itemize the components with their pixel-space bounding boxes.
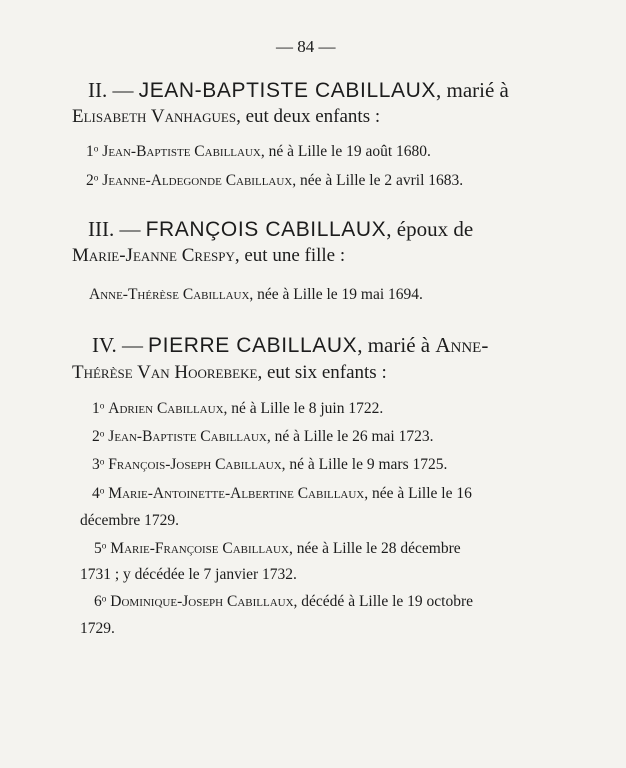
section-iii-numeral: III. —: [88, 217, 141, 241]
child-ordinal-sup: o: [99, 429, 105, 440]
section-ii-spouse: Elisabeth Vanhagues: [72, 106, 237, 127]
child-text: , né à Lille le 8 juin 1722.: [223, 400, 384, 417]
child-name: Jeanne-Aldegonde Cabillaux: [102, 172, 293, 189]
section-iv-child-1: [92, 400, 383, 418]
section-ii-tail: , marié à: [435, 78, 509, 102]
child-ordinal: 3: [92, 456, 100, 473]
section-iii-spouse-tail: , eut une fille :: [234, 245, 346, 266]
section-iv-tail-name: Anne-: [435, 333, 489, 357]
child-name: Marie-Françoise Cabillaux: [110, 540, 289, 557]
child-text: , né à Lille le 19 août 1680.: [260, 143, 431, 160]
section-iv-child-6-cont: 1729.: [80, 620, 115, 637]
section-iv-child-3: [92, 456, 447, 474]
child-ordinal: 1: [86, 143, 94, 160]
section-iv-child-5: [94, 540, 461, 558]
child-ordinal: 5: [94, 540, 102, 557]
child-ordinal-sup: o: [99, 401, 105, 412]
child-ordinal: 4: [92, 485, 100, 502]
section-iv-child-4-cont: décembre 1729.: [80, 512, 179, 529]
child-name: Dominique-Joseph Cabillaux: [110, 593, 294, 610]
child-ordinal-sup: o: [99, 457, 105, 468]
child-ordinal: 6: [94, 593, 102, 610]
section-iv-heading: [92, 333, 488, 358]
child-text: , née à Lille le 28 décembre: [288, 540, 461, 557]
child-text: , né à Lille le 9 mars 1725.: [281, 456, 448, 473]
child-name: Jean-Baptiste Cabillaux: [102, 143, 261, 160]
child-name: Marie-Antoinette-Albertine Cabillaux: [108, 485, 365, 502]
section-iii-tail: , époux de: [386, 217, 474, 241]
child-ordinal-sup: o: [93, 144, 99, 155]
child-ordinal: 1: [92, 400, 100, 417]
section-iv-child-4: [92, 485, 472, 503]
section-iv-child-6: [94, 593, 473, 611]
child-text: , né à Lille le 26 mai 1723.: [266, 428, 434, 445]
section-ii-spouse-tail: , eut deux enfants :: [236, 106, 381, 127]
child-text: , née à Lille le 19 mai 1694.: [249, 286, 423, 303]
section-iv-spouse-line: [72, 362, 387, 384]
child-ordinal: 2: [92, 428, 100, 445]
section-iii-spouse-line: [72, 245, 345, 267]
child-text: , née à Lille le 2 avril 1683.: [292, 172, 464, 189]
child-ordinal: 2: [86, 172, 94, 189]
child-name: Anne-Thérèse Cabillaux: [89, 286, 250, 303]
section-iii-child-1: [89, 286, 423, 304]
section-iv-spouse: Thérèse Van Hoorebeke: [72, 362, 258, 383]
child-text: , décédé à Lille le 19 octobre: [293, 593, 474, 610]
section-ii-heading: [88, 78, 509, 103]
section-iii-heading: [88, 217, 473, 242]
section-iv-tail: , marié à: [357, 333, 436, 357]
child-name: François-Joseph Cabillaux: [108, 456, 282, 473]
section-ii-child-1: [86, 143, 431, 161]
section-iv-child-5-cont: 1731 ; y décédée le 7 janvier 1732.: [80, 566, 297, 583]
section-ii-child-2: [86, 172, 463, 190]
child-ordinal-sup: o: [101, 594, 107, 605]
section-ii-name: JEAN-BAPTISTE CABILLAUX: [138, 79, 436, 102]
page-number: — 84 —: [276, 37, 336, 56]
section-ii-spouse-line: [72, 106, 380, 128]
section-iv-numeral: IV. —: [92, 333, 143, 357]
section-iv-child-2: [92, 428, 433, 446]
child-name: Jean-Baptiste Cabillaux: [108, 428, 267, 445]
child-ordinal-sup: o: [99, 486, 105, 497]
child-ordinal-sup: o: [101, 541, 107, 552]
child-ordinal-sup: o: [93, 173, 99, 184]
child-text: , née à Lille le 16: [364, 485, 472, 502]
section-iv-spouse-tail: , eut six enfants :: [257, 362, 387, 383]
child-name: Adrien Cabillaux: [108, 400, 224, 417]
section-iii-name: FRANÇOIS CABILLAUX: [145, 218, 387, 241]
section-iv-name: PIERRE CABILLAUX: [148, 334, 358, 357]
section-iii-spouse: Marie-Jeanne Crespy: [72, 245, 235, 266]
section-ii-numeral: II. —: [88, 78, 134, 102]
